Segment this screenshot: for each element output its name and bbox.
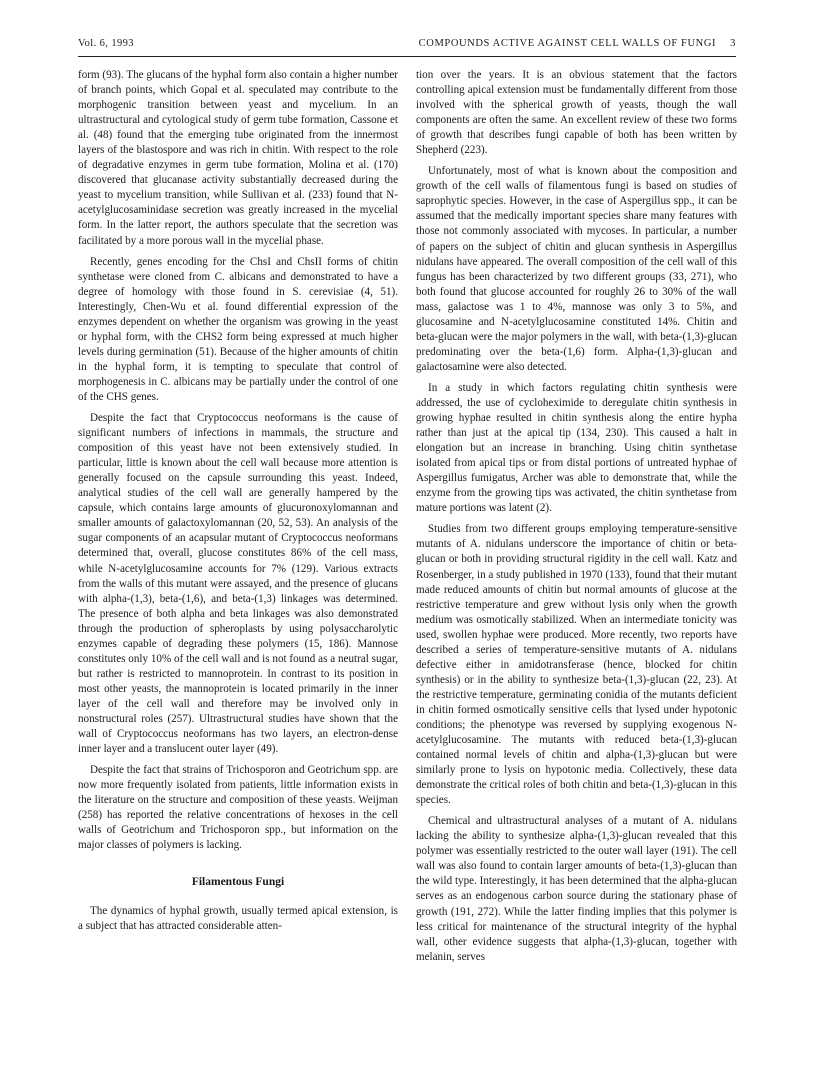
paragraph: Chemical and ultrastructural analyses of a mutant of A. nidulans lacking the ability to synthesize alpha-(1,3)-glucan revealed that this polymer was essentially restricted to the outer wall layer (191). The cell wall was also found to contain larger amounts of beta-(1,3)-glucan than the wild type. Interestingly, it has been determined that the alpha-glucan serves as an endogenous carbon source during the stationary phase of growth (191, 272). While the latter finding implies that this polymer is less critical for maintenance of the structural integrity of the hyphal wall, other evidence suggests that alpha-(1,3)-glucan, together with melanin, serves	[416, 815, 737, 963]
paragraph: form (93). The glucans of the hyphal form also contain a higher number of branch points, which Gopal et al. speculated may contribute to the morphogenic transition between yeast and mycelium. In an ultrastructural and cytological study of germ tube formation, Cassone et al. (48) found that the emerging tube originated from the innermost layers of the blastospore and was rich in chitin. With respect to the role of degradative enzymes in germ tube formation, Molina et al. (170) discovered that glucanase activity substantially decreased during the yeast to mycelium transition, while Sullivan et al. (233) found that N-acetylglucosaminidase secretion was greatly increased in the mycelial form. In the latter report, the authors speculate that the secretion was facilitated by a more porous wall in the mycelial phase.	[78, 69, 398, 247]
paragraph: Studies from two different groups employing temperature-sensitive mutants of A. nidulans underscore the importance of chitin or beta-glucan or both in providing structural rigidity in the cell wall. Katz and Rosenberger, in a study published in 1970 (133), found that their mutant made reduced amounts of chitin but normal amounts of glucose at the restrictive temperature and grew without lysis only when the growth medium was osmotically stabilized. When an intermediate tonicity was used, swollen hyphae were produced. More recently, two reports have described a series of temperature-sensitive mutants of A. nidulans defective either in amidotransferase (hence, blocked for chitin synthesis) or in the ability to synthesize beta-(1,3)-glucan (22, 23). At the restrictive temperature, germinating conidia of the mutants deficient in chitin formed osmotically sensitive cells that lysed under hypotonic conditions; the phenotype was reversed by supplying exogenous N-acetylglucosamine. The mutants with reduced beta-(1,3)-glucan contained normal levels of chitin and alpha-(1,3)-glucan but were similarly prone to lysis on hypotonic media. Collectively, these data demonstrate the critical roles of both chitin and beta-(1,3)-glucan in this species.	[416, 523, 737, 807]
paragraph: Despite the fact that Cryptococcus neoformans is the cause of significant numbers of infections in mammals, the structure and composition of this yeast have not been extensively studied. In particular, little is known about the cell wall because more attention is generally focused on the capsule surrounding this yeast. Indeed, analytical studies of the cell wall are generally hampered by the capsule, which contains large amounts of glucuronoxylomannan and smaller amounts of galactoxylomannan (20, 52, 53). An analysis of the sugar components of an acapsular mutant of Cryptococcus neoformans determined that, overall, glucose constitutes 86% of the cell mass, while N-acetylglucosamine accounts for 7% (129). Various extracts from the walls of this mutant were assayed, and the presence of glucans with alpha-(1,3), beta-(1,6), and beta-(1,3) linkages was determined. The presence of both alpha and beta linkages was also demonstrated through the production of spheroplasts by using polysaccharolytic enzymes capable of degrading these polymers (15, 186). Mannose constitutes only 10% of the cell wall and is not found as a neutral sugar, but rather is restricted to mannoprotein. In contrast to its position in most other yeasts, the mannoprotein is located primarily in the inner layer of the cell wall and therefore may be involved only in nonstructural roles (257). Ultrastructural studies have shown that the wall of Cryptococcus neoformans has two layers, an electron-dense inner layer and a translucent outer layer (49).	[78, 412, 398, 756]
volume-label: Vol. 6, 1993	[78, 38, 134, 49]
page-number: 3	[730, 38, 736, 49]
paragraph: The dynamics of hyphal growth, usually termed apical extension, is a subject that has attracted considerable atten-	[78, 905, 398, 933]
header-right	[419, 38, 736, 49]
right-column	[416, 68, 737, 971]
paragraph: Recently, genes encoding for the ChsI and ChsII forms of chitin synthetase were cloned from C. albicans and demonstrated to have a degree of homology with those found in S. cerevisiae (4, 51). Interestingly, Chen-Wu et al. found differential expression of the enzymes dependent on whether the organism was growing in the yeast or hyphal form, with the CHS2 form being expressed at much higher levels during germination (51). Because of the higher amounts of chitin in the hyphal form, it is tempting to speculate that control of morphogenesis in C. albicans may be partially under the control of one of the CHS genes.	[78, 255, 398, 403]
running-title: COMPOUNDS ACTIVE AGAINST CELL WALLS OF FUNGI	[418, 38, 717, 49]
paragraph: Unfortunately, most of what is known about the composition and growth of the cell walls of filamentous fungi is based on studies of saprophytic species. However, in the case of Aspergillus spp., it can be assumed that the medically important species share many features with those not commonly associated with mycoses. In particular, a number of papers on the subject of chitin and glucan synthesis in Aspergillus nidulans have appeared. The overall composition of the cell wall of this fungus has been characterized by two different groups (33, 271), who both found that glucose accounted for roughly 26 to 30% of the wall mass, galactose was 1 to 4%, mannose was only 3 to 5%, and glucosamine and N-acetylglucosamine constituted 14%. Chitin and beta-glucan were the major polymers in the wall, with beta-(1,3)-glucan predominating over the beta-(1,6) form. Alpha-(1,3)-glucan and galactosamine were also detected.	[416, 165, 737, 373]
paragraph: In a study in which factors regulating chitin synthesis were addressed, the use of cycloheximide to deregulate chitin synthesis in growing hyphae resulted in chitin synthesis along the entire hypha rather than just at the apical tip (134, 230). This caused a halt in elongation but an increase in branching. Using chitin synthetase isolated from apical tips or from distal portions of untreated hyphae of Aspergillus fumigatus, Archer was able to demonstrate that, while the enzyme from the growing tips was activated, the chitin synthetase from mature portions was latent (2).	[416, 381, 737, 515]
section-heading: Filamentous Fungi	[191, 876, 285, 889]
paragraph: Despite the fact that strains of Trichosporon and Geotrichum spp. are now more frequently isolated from patients, little information exists in the literature on the structure and composition of these yeasts. Weijman (258) has reported the relative concentrations of hexoses in the cell walls of Geotrichum and Trichosporon spp., but information on the major classes of polymers is lacking.	[78, 764, 398, 852]
running-header	[78, 34, 736, 57]
left-column	[78, 68, 398, 941]
paragraph: tion over the years. It is an obvious statement that the factors controlling apical extension must be fundamentally different from those involved with the spherical growth of yeasts, though the wall components are often the same. An excellent review of these two forms of growth that describes fungi capable of both has been written by Shepherd (223).	[416, 69, 737, 157]
